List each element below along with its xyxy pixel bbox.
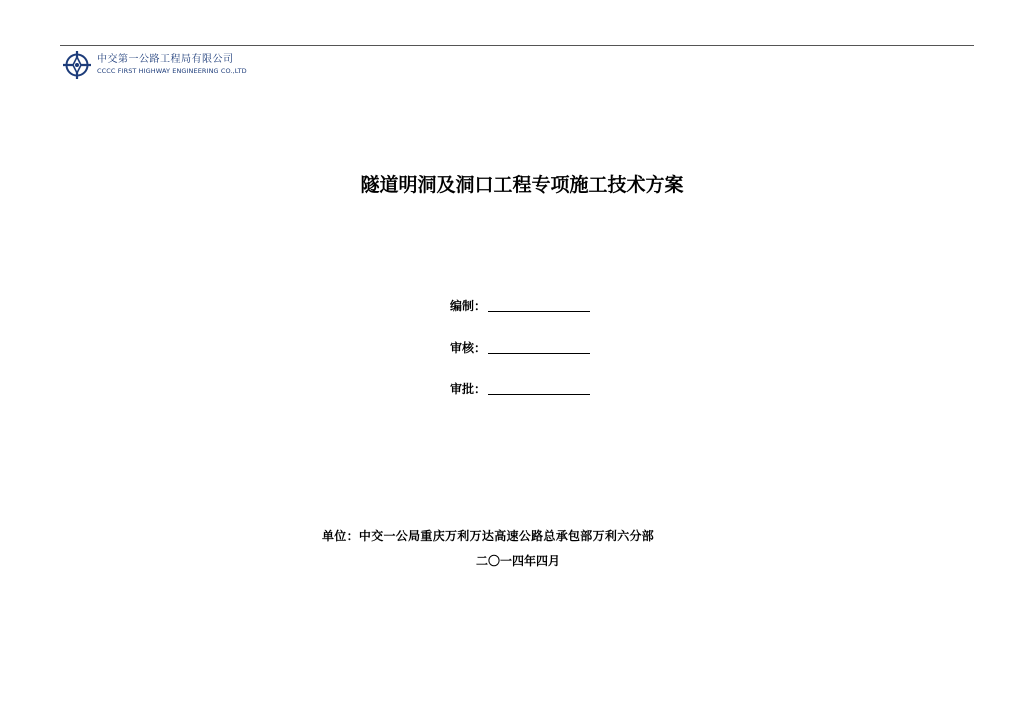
signature-blank	[488, 394, 590, 395]
signature-label: 编制：	[450, 299, 487, 313]
signature-label: 审核：	[450, 341, 487, 355]
signature-blank	[488, 311, 590, 312]
signature-blank	[488, 353, 590, 354]
company-name-en: CCCC FIRST HIGHWAY ENGINEERING CO.,LTD	[97, 67, 247, 75]
company-name-cn: 中交第一公路工程局有限公司	[97, 54, 234, 65]
organization-unit: 单位：中交一公局重庆万利万达高速公路总承包部万利六分部	[322, 529, 655, 543]
document-date: 二〇一四年四月	[475, 554, 560, 568]
signature-row-approve	[450, 379, 590, 397]
signature-label: 审批：	[450, 382, 487, 396]
signature-row-review	[450, 338, 590, 356]
cccc-logo-icon	[62, 50, 92, 80]
signature-row-compile	[450, 296, 590, 314]
document-title: 隧道明洞及洞口工程专项施工技术方案	[360, 174, 684, 196]
header-rule	[60, 45, 974, 46]
